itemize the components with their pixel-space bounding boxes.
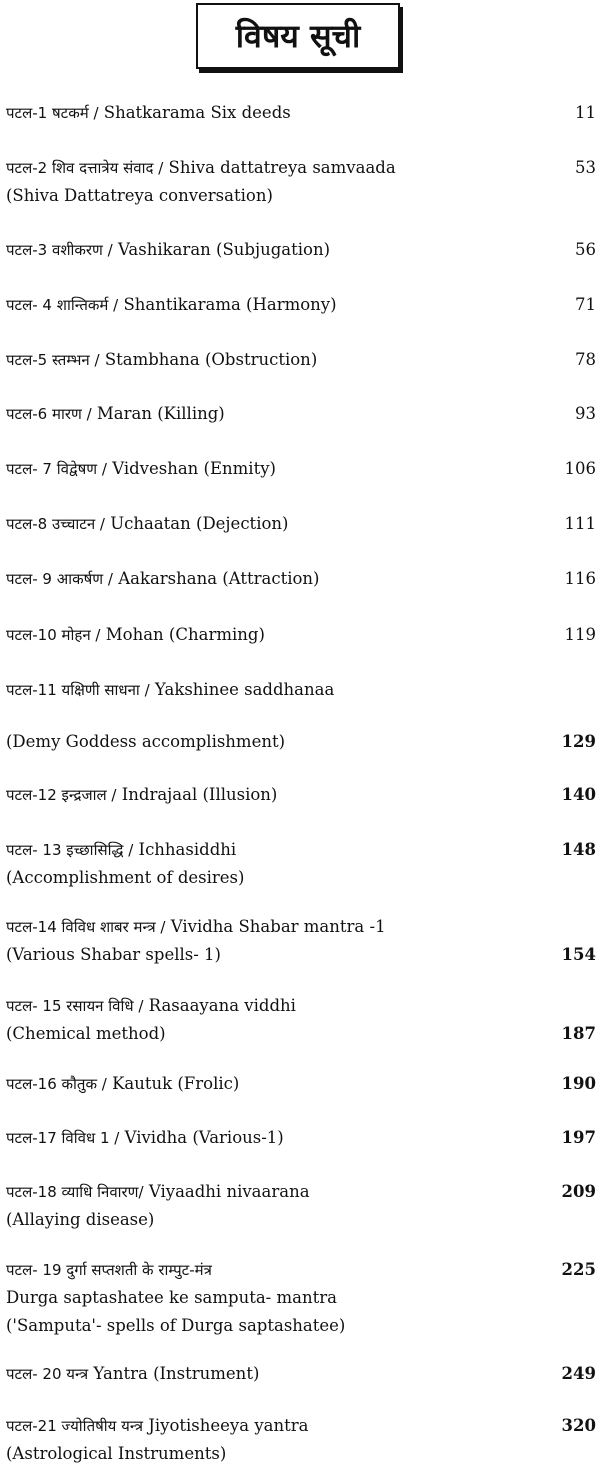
toc-entry-15 (6, 992, 596, 1048)
toc-entry-2 (6, 154, 596, 210)
entry-page-number: 93 (575, 404, 596, 423)
toc-entry-19 (6, 1256, 596, 1340)
toc-entry-16 (6, 1070, 596, 1098)
toc-entry-11-continuation (6, 728, 596, 756)
entry-subtitle: (Allaying disease) (6, 1210, 155, 1229)
entry-page-number: 140 (561, 785, 596, 804)
entry-english: Kautuk (Frolic) (112, 1074, 240, 1093)
entry-subtitle: (Astrological Instruments) (6, 1444, 227, 1463)
entry-page-number: 148 (561, 840, 596, 859)
entry-page-number: 190 (561, 1074, 596, 1093)
title-box (196, 3, 400, 69)
entry-english: Yakshinee saddhanaa (154, 680, 335, 699)
entry-english: Aakarshana (Attraction) (118, 569, 320, 588)
entry-page-number: 78 (575, 350, 596, 369)
entry-subtitle: (Accomplishment of desires) (6, 868, 245, 887)
toc-entry-14 (6, 913, 596, 969)
entry-english: Viyaadhi nivaarana (148, 1182, 310, 1201)
toc-entry-17 (6, 1124, 596, 1152)
toc-entry-13 (6, 836, 596, 892)
entry-subtitle-2: ('Samputa'- spells of Durga saptashatee) (6, 1316, 346, 1335)
entry-label: पटल- 13 इच्छासिद्धि / (6, 841, 134, 859)
entry-english: Ichhasiddhi (138, 840, 237, 859)
toc-entry-5 (6, 346, 596, 374)
entry-page-number: 249 (561, 1364, 596, 1383)
toc-entry-7 (6, 455, 596, 483)
entry-label: पटल-18 व्याधि निवारण/ (6, 1183, 144, 1201)
entry-english: Mohan (Charming) (105, 625, 265, 644)
toc-entry-6 (6, 400, 596, 428)
entry-english: Yantra (Instrument) (93, 1364, 260, 1383)
entry-english: Uchaatan (Dejection) (110, 514, 289, 533)
entry-page-number: 119 (564, 625, 596, 644)
entry-page-number: 320 (561, 1416, 596, 1435)
entry-label: पटल-11 यक्षिणी साधना / (6, 681, 150, 699)
entry-english: Shiva dattatreya samvaada (168, 158, 396, 177)
entry-page-number: 197 (561, 1128, 596, 1147)
entry-english: Stambhana (Obstruction) (104, 350, 318, 369)
entry-page-number: 71 (575, 295, 596, 314)
entry-page-number: 209 (561, 1182, 596, 1201)
toc-entry-10 (6, 621, 596, 649)
entry-page-number: 53 (575, 158, 596, 177)
entry-page-number: 225 (561, 1260, 596, 1279)
entry-english: Shantikarama (Harmony) (123, 295, 337, 314)
entry-page-number: 106 (564, 459, 596, 478)
entry-label: पटल-3 वशीकरण / (6, 241, 113, 259)
entry-label: पटल-10 मोहन / (6, 626, 101, 644)
entry-english: Vividha Shabar mantra -1 (170, 917, 386, 936)
toc-entry-1 (6, 99, 596, 127)
entry-label: पटल-1 षटकर्म / (6, 104, 99, 122)
entry-label: पटल-5 स्तम्भन / (6, 351, 100, 369)
entry-label: पटल-12 इन्द्रजाल / (6, 786, 117, 804)
entry-english: Vividha (Various-1) (124, 1128, 284, 1147)
toc-entry-12 (6, 781, 596, 809)
toc-entry-3 (6, 236, 596, 264)
entry-subtitle: (Chemical method) (6, 1024, 166, 1043)
toc-entry-8 (6, 510, 596, 538)
entry-label: पटल-6 मारण / (6, 405, 92, 423)
toc-entry-4 (6, 291, 596, 319)
page-title: विषय सूची (235, 17, 361, 55)
entry-english: Vidveshan (Enmity) (112, 459, 276, 478)
entry-label: पटल- 7 विद्वेषण / (6, 460, 107, 478)
entry-label: पटल-17 विविध 1 / (6, 1129, 120, 1147)
entry-label: पटल- 9 आकर्षण / (6, 570, 113, 588)
toc-entry-21 (6, 1412, 596, 1468)
entry-label: पटल-21 ज्योतिषीय यन्त्र (6, 1417, 143, 1435)
entry-subtitle: Durga saptashatee ke samputa- mantra (6, 1288, 337, 1307)
entry-label: पटल-14 विविध शाबर मन्त्र / (6, 918, 166, 936)
entry-label: पटल- 20 यन्त्र (6, 1365, 89, 1383)
entry-page-number: 187 (561, 1024, 596, 1043)
entry-page-number: 11 (575, 103, 596, 122)
entry-label: पटल-2 शिव दत्तात्रेय संवाद / (6, 159, 164, 177)
entry-english: Vashikaran (Subjugation) (117, 240, 331, 259)
entry-page-number: 129 (561, 732, 596, 751)
entry-english: Maran (Killing) (96, 404, 225, 423)
entry-english: (Demy Goddess accomplishment) (6, 732, 286, 751)
entry-subtitle: (Various Shabar spells- 1) (6, 945, 221, 964)
entry-label: पटल- 4 शान्तिकर्म / (6, 296, 119, 314)
entry-english: Rasaayana viddhi (148, 996, 296, 1015)
entry-subtitle: (Shiva Dattatreya conversation) (6, 186, 273, 205)
entry-english: Shatkarama Six deeds (103, 103, 291, 122)
entry-label: पटल- 15 रसायन विधि / (6, 997, 144, 1015)
entry-label: पटल-8 उच्चाटन / (6, 515, 105, 533)
toc-entry-11 (6, 676, 596, 704)
entry-english: Jiyotisheeya yantra (148, 1416, 309, 1435)
entry-label: पटल-16 कौतुक / (6, 1075, 107, 1093)
entry-english: Indrajaal (Illusion) (121, 785, 278, 804)
entry-label: पटल- 19 दुर्गा सप्तशती के राम्पुट-मंत्र (6, 1261, 212, 1279)
toc-entry-9 (6, 565, 596, 593)
entry-page-number: 111 (564, 514, 596, 533)
entry-page-number: 154 (561, 945, 596, 964)
entry-page-number: 56 (575, 240, 596, 259)
entry-page-number: 116 (564, 569, 596, 588)
toc-entry-18 (6, 1178, 596, 1234)
toc-entry-20 (6, 1360, 596, 1388)
